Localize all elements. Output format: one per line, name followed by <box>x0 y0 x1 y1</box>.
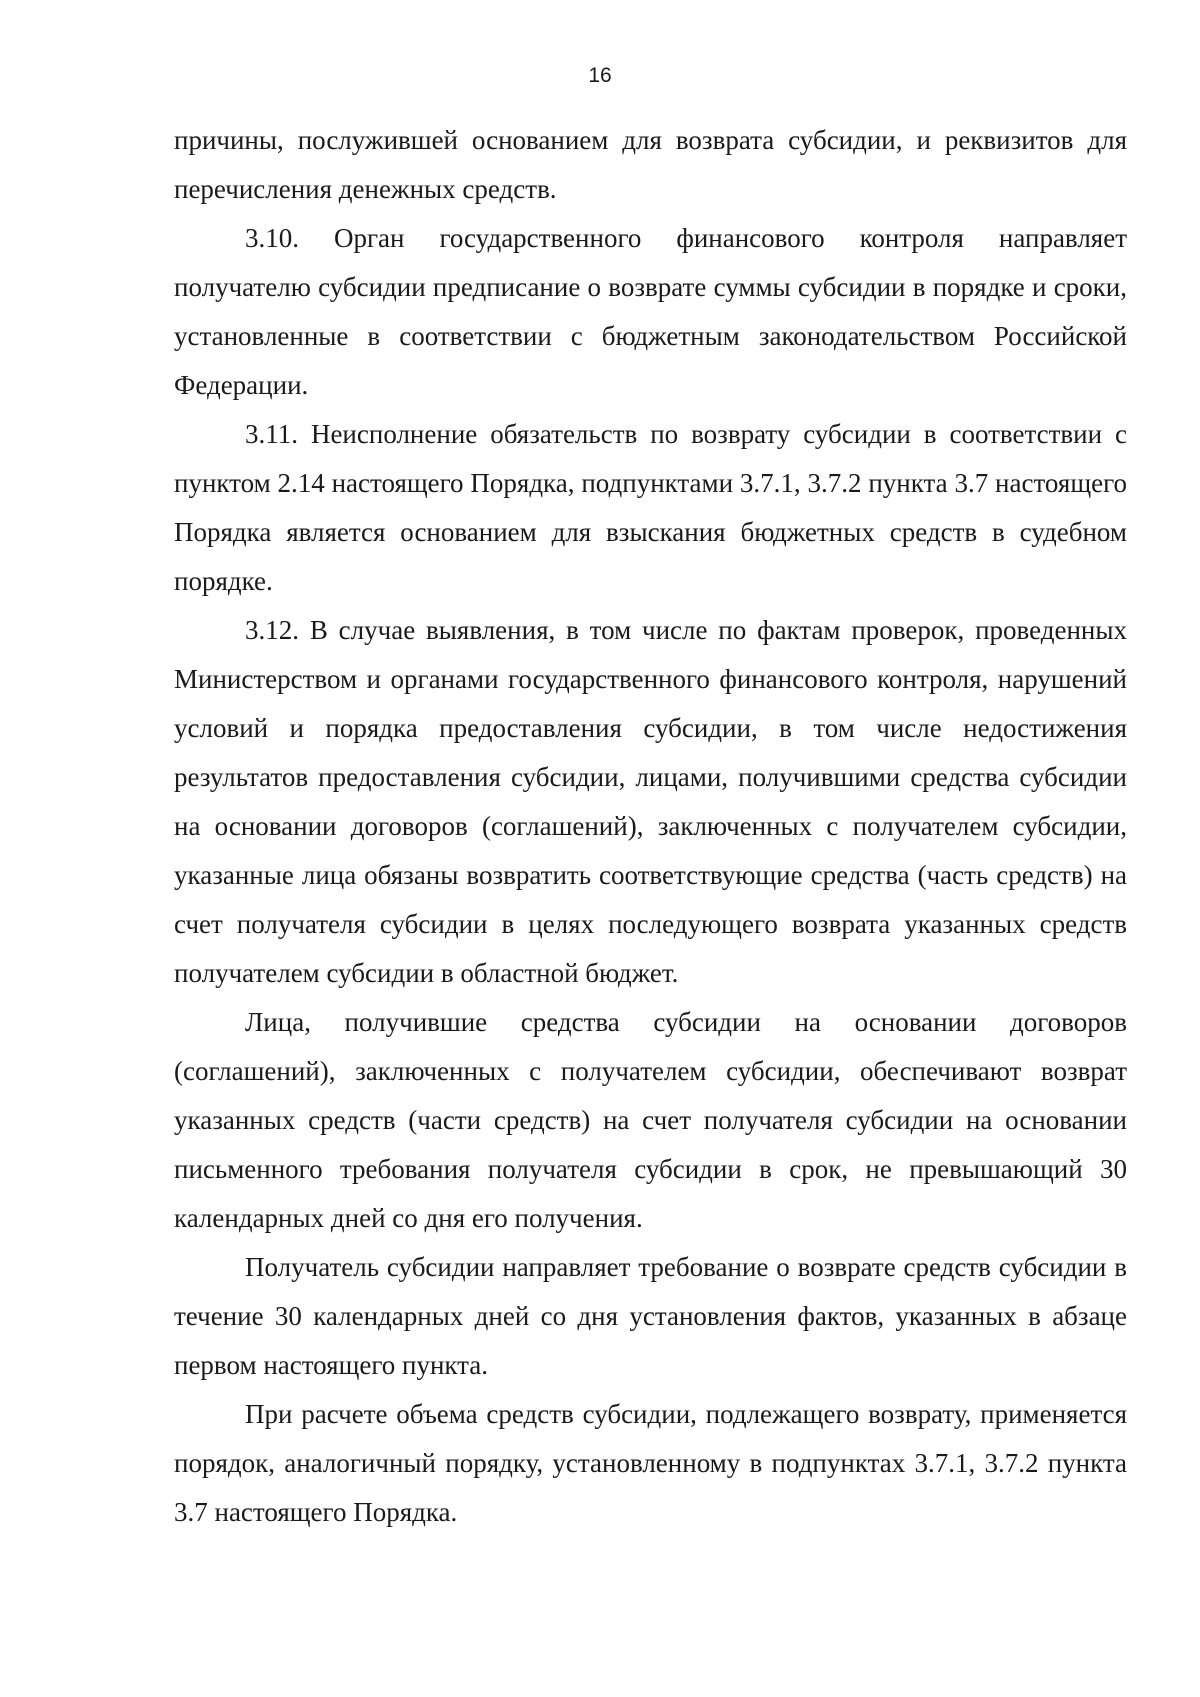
paragraph-3-12-calculation: При расчете объема средств субсидии, подлежащего возврату, применяется порядок, аналогичный порядку, установленному в подпунктах 3.7.1, 3.7.2 пункта 3.7 настоящего Порядка. <box>174 1399 1127 1527</box>
paragraph-3-11: 3.11. Неисполнение обязательств по возврату субсидии в соответствии с пунктом 2.14 настоящего Порядка, подпунктами 3.7.1, 3.7.2 пункта 3.7 настоящего Порядка является основанием для взыскания бюджетных средств в судебном порядке. <box>174 419 1127 596</box>
document-body <box>174 116 1127 1537</box>
paragraph-continuation: причины, послужившей основанием для возврата субсидии, и реквизитов для перечисления денежных средств. <box>174 125 1127 204</box>
paragraph-3-12: 3.12. В случае выявления, в том числе по фактам проверок, проведенных Министерством и органами государственного финансового контроля, нарушений условий и порядка предоставления субсидии, в том числе недостижения результатов предоставления субсидии, лицами, получившими средства субсидии на основании договоров (соглашений), заключенных с получателем субсидии, указанные лица обязаны возвратить соответствующие средства (часть средств) на счет получателя субсидии в целях последующего возврата указанных средств получателем субсидии в областной бюджет. <box>174 615 1127 988</box>
paragraph-3-12-persons: Лица, получившие средства субсидии на основании договоров (соглашений), заключенных с получателем субсидии, обеспечивают возврат указанных средств (части средств) на счет получателя субсидии на основании письменного требования получателя субсидии в срок, не превышающий 30 календарных дней со дня его получения. <box>174 1007 1127 1233</box>
paragraph-3-12-requirement: Получатель субсидии направляет требование о возврате средств субсидии в течение 30 календарных дней со дня установления фактов, указанных в абзаце первом настоящего пункта. <box>174 1252 1127 1380</box>
page-number: 16 <box>588 64 612 87</box>
paragraph-3-10: 3.10. Орган государственного финансового контроля направляет получателю субсидии предписание о возврате суммы субсидии в порядке и сроки, установленные в соответствии с бюджетным законодательством Российской Федерации. <box>174 223 1127 400</box>
